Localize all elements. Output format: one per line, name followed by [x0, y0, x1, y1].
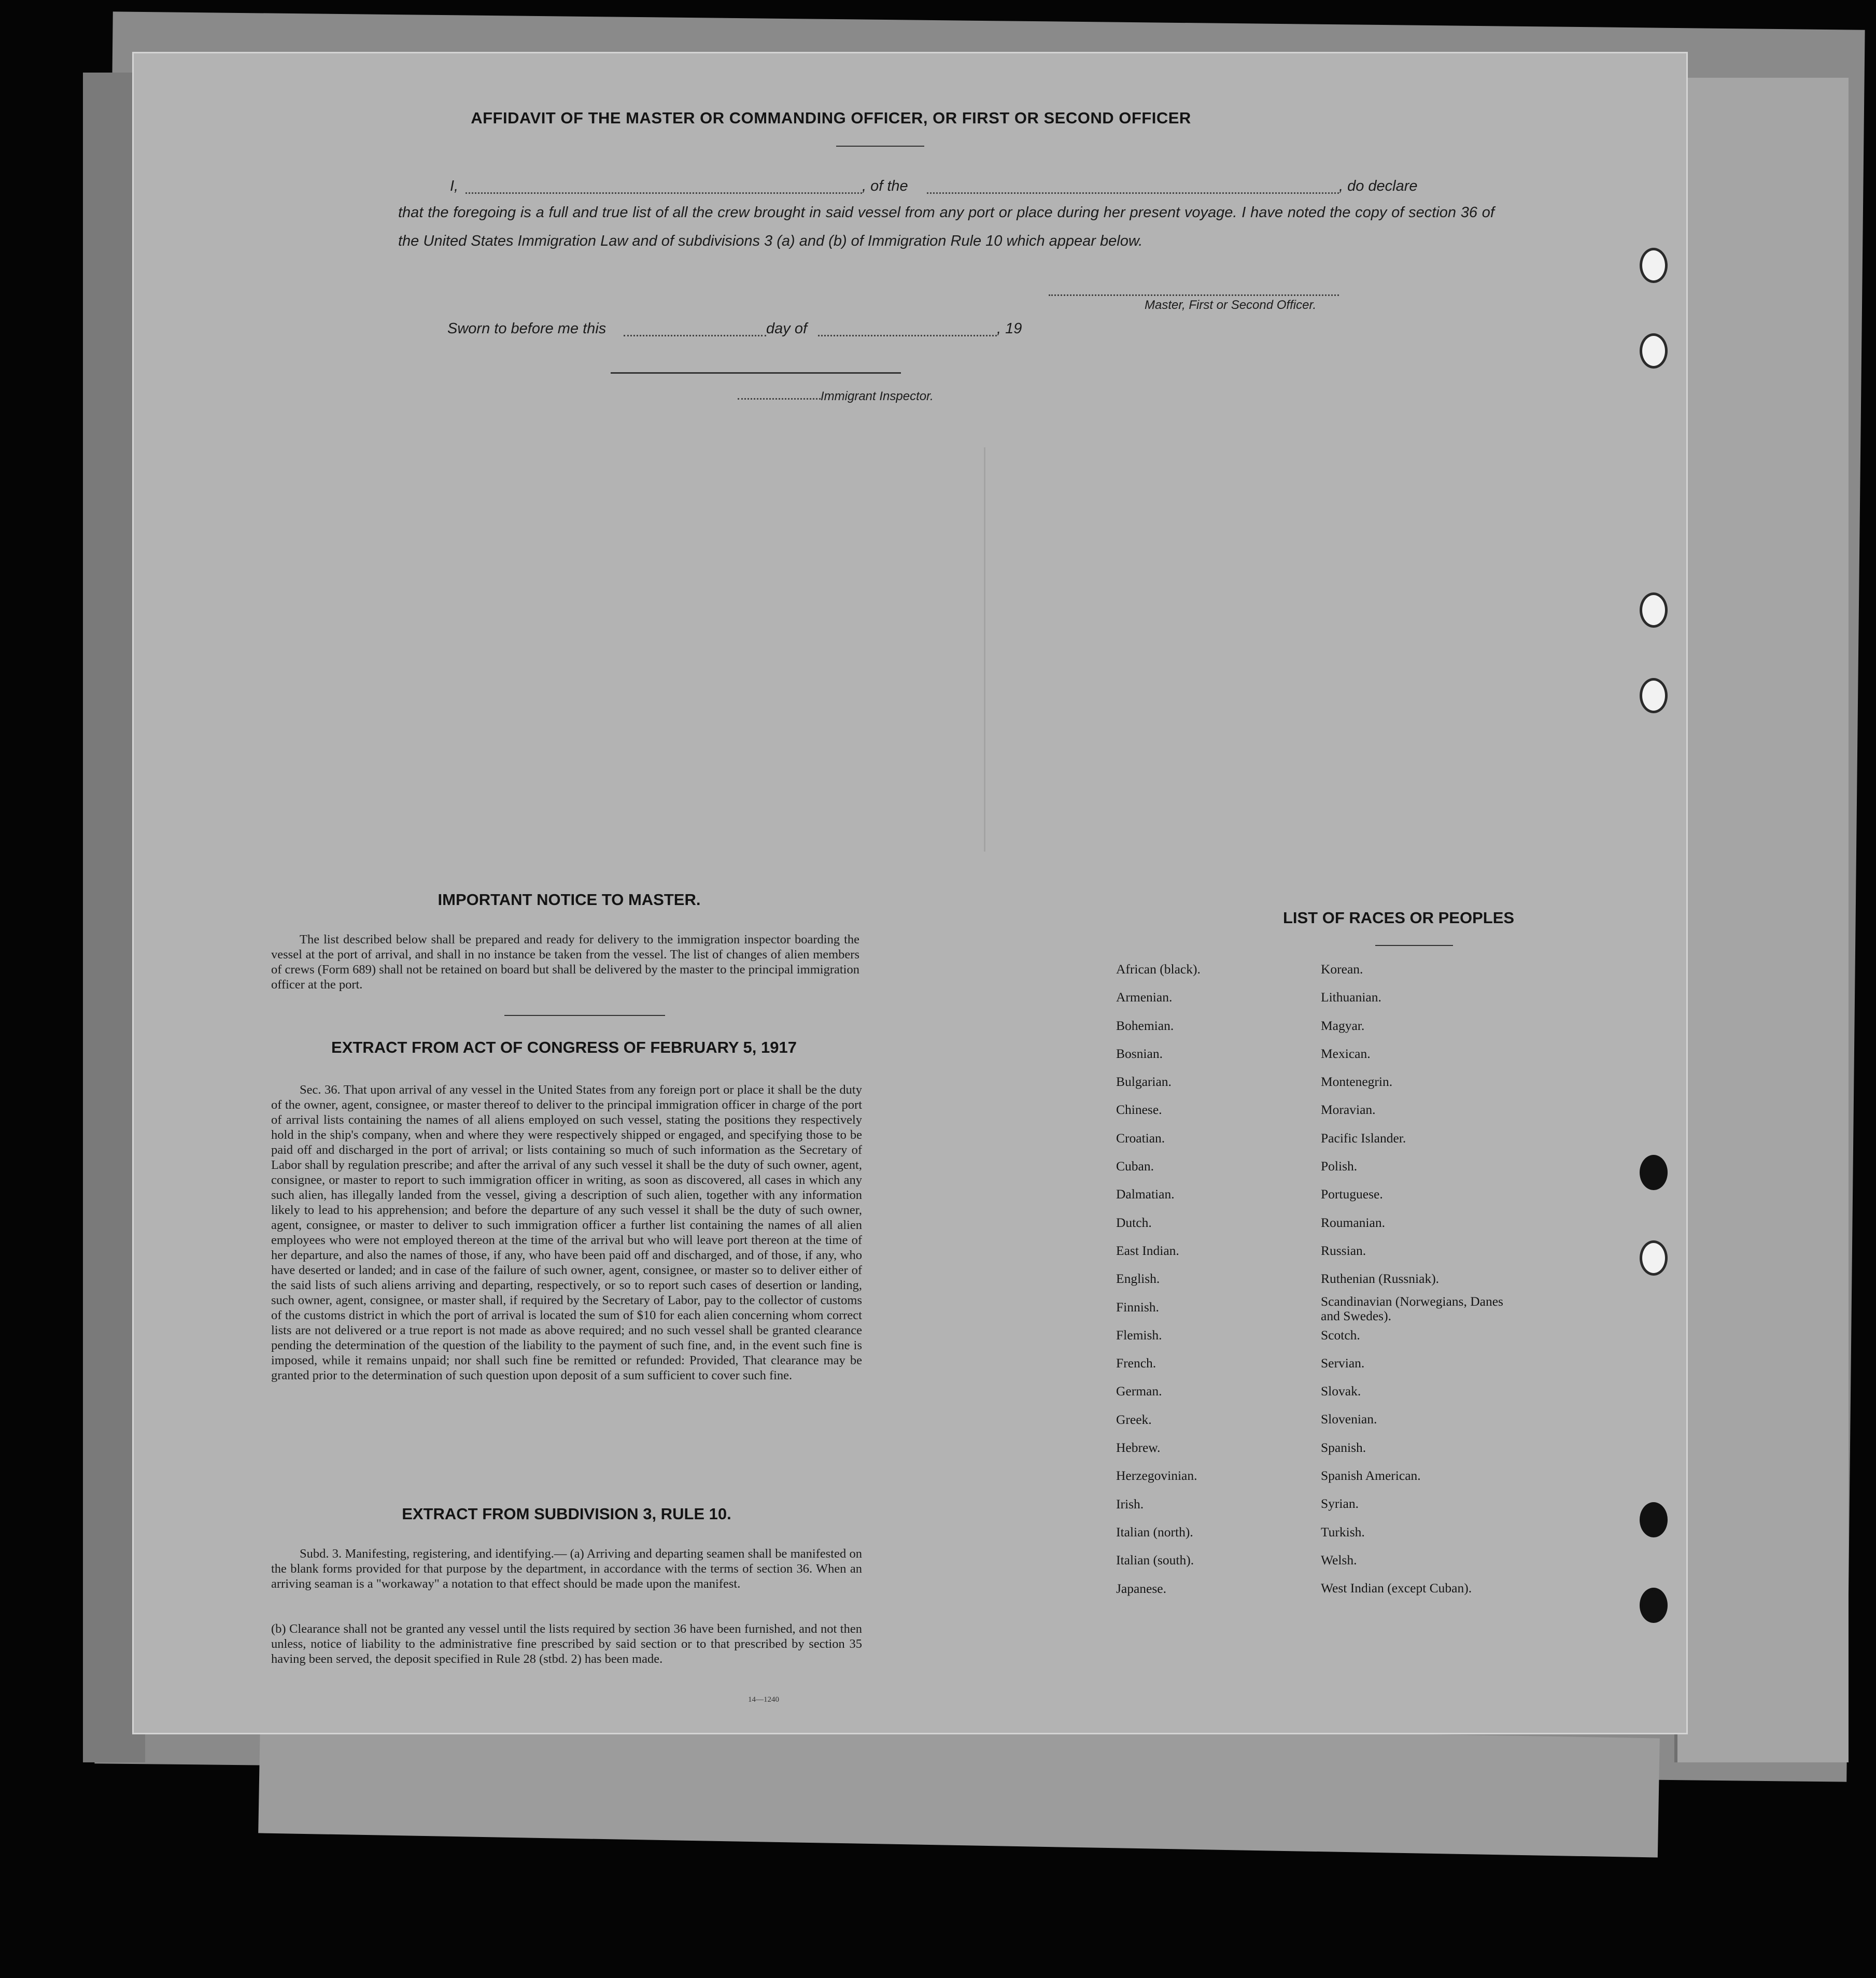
form-number: 14—1240: [748, 1696, 779, 1704]
race-item: Flemish.: [1116, 1327, 1162, 1343]
races-right-column: [1321, 955, 1518, 1603]
binder-hole: [1640, 1502, 1668, 1537]
race-item: Turkish.: [1321, 1524, 1365, 1539]
binder-hole: [1640, 1155, 1668, 1190]
race-item: Korean.: [1321, 962, 1363, 977]
affidavit-i-label: I,: [450, 178, 459, 194]
binder-hole: [1640, 678, 1668, 713]
affidavit-declare-label: , do declare: [1339, 178, 1418, 194]
race-item: Servian.: [1321, 1355, 1365, 1371]
race-item: Armenian.: [1116, 990, 1173, 1005]
race-item: Slovenian.: [1321, 1411, 1377, 1427]
race-item: Italian (north).: [1116, 1524, 1193, 1539]
master-signature-field[interactable]: [1049, 294, 1339, 296]
race-item: Bulgarian.: [1116, 1074, 1172, 1090]
race-item: Dutch.: [1116, 1214, 1152, 1230]
affidavit-title: AFFIDAVIT OF THE MASTER OR COMMANDING OFFICER, OR FIRST OR SECOND OFFICER: [471, 109, 1191, 127]
sworn-day-field[interactable]: [624, 335, 766, 336]
race-item: Moravian.: [1321, 1102, 1376, 1118]
race-item: West Indian (except Cuban).: [1321, 1580, 1472, 1596]
binder-hole: [1640, 1240, 1668, 1276]
inspector-label: Immigrant Inspector.: [821, 389, 934, 403]
race-item: Ruthenian (Russniak).: [1321, 1271, 1440, 1287]
race-item: French.: [1116, 1355, 1156, 1371]
master-name-field[interactable]: [466, 192, 862, 194]
binder-hole: [1640, 1588, 1668, 1623]
binder-hole: [1640, 248, 1668, 283]
inspector-dotted-line: [738, 398, 821, 400]
race-item: Croatian.: [1116, 1130, 1165, 1146]
race-item: Montenegrin.: [1321, 1074, 1393, 1090]
title-underline: [836, 146, 924, 147]
notice-title: IMPORTANT NOTICE TO MASTER.: [438, 891, 701, 909]
inspector-signature-line[interactable]: [611, 372, 901, 374]
race-item: Roumanian.: [1321, 1214, 1385, 1230]
race-item: Herzegovinian.: [1116, 1468, 1197, 1484]
race-item: English.: [1116, 1271, 1160, 1287]
race-item: Japanese.: [1116, 1580, 1166, 1596]
year-label: , 19: [997, 320, 1022, 337]
document-page: [132, 52, 1688, 1734]
extract-rule-subd-a: Subd. 3. Manifesting, registering, and identifying.— (a) Arriving and departing seamen shall be manifested on the blank forms provided for that purpose by the department, in accordance with the terms of section 36. When an arriving seaman is a "workaway" a notation to that effect should be made upon the manifest.: [271, 1547, 862, 1591]
races-title-underline: [1375, 945, 1453, 946]
race-item: Finnish.: [1116, 1299, 1159, 1315]
races-left-column: [1116, 955, 1201, 1603]
race-item: Welsh.: [1321, 1552, 1357, 1567]
race-item: Spanish.: [1321, 1439, 1366, 1455]
race-item: Portuguese.: [1321, 1186, 1383, 1202]
race-item: Pacific Islander.: [1321, 1130, 1406, 1146]
affidavit-of-the-label: , of the: [862, 178, 908, 194]
race-item: Irish.: [1116, 1496, 1144, 1511]
race-item: Slovak.: [1321, 1383, 1361, 1399]
extract-act-title: EXTRACT FROM ACT OF CONGRESS OF FEBRUARY 5, 1917: [331, 1038, 797, 1056]
race-item: Lithuanian.: [1321, 990, 1381, 1005]
race-item: Bosnian.: [1116, 1045, 1163, 1061]
underlying-sheet-right: [1674, 78, 1849, 1762]
race-item: East Indian.: [1116, 1242, 1179, 1258]
master-signature-label: Master, First or Second Officer.: [1145, 298, 1317, 312]
race-item: Greek.: [1116, 1411, 1152, 1427]
race-item: Polish.: [1321, 1158, 1358, 1174]
race-item: Hebrew.: [1116, 1440, 1161, 1456]
race-item: African (black).: [1116, 962, 1201, 977]
extract-act-body: Sec. 36. That upon arrival of any vessel in the United States from any foreign port or place it shall be the duty of the owner, agent, consignee, or master thereof to deliver to the principal immigration officer in charge of the port of arrival lists containing the names of all aliens employed on such vessel, stating the positions they respectively hold in the ship's company, when and where they were respectively shipped or engaged, and specifying those to be paid off and discharged in the port of arrival; or lists containing so much of such information as the Secretary of Labor shall by regulation prescribe; and after the arrival of any such vessel it shall be the duty of such owner, agent, consignee, or master to report to such immigration officer in writing, as soon as discovered, all cases in which any such alien, has illegally landed from the vessel, giving a description of such alien, together with any information likely to lead to his apprehension; and before the departure of any such vessel it shall be the duty of such owner, agent, consignee, or master to deliver to such immigration officer a further list containing the names of all alien employees who were not employed thereon at the time of the arrival but who will leave port thereon at the time of her departure, and also the names of those, if any, who have been paid off and discharged, and of those, if any, who have deserted or landed; and in case of the failure of such owner, agent, consignee, or master so to deliver either of the said lists of such aliens arriving and departing, respectively, or so to report such cases of desertion or landing, such owner, agent, consignee, or master shall, if required by the Secretary of Labor, pay to the collector of customs of the customs district in which the port of arrival is located the sum of $10 for each alien concerning whom correct lists are not delivered or a true report is not made as above required; and no such vessel shall be granted clearance pending the determination of the question of the liability to the payment of such fine, and, in the event such fine is imposed, while it remains unpaid; nor shall such fine be remitted or refunded: Provided, That clearance may be granted prior to the determination of such question upon deposit of a sum sufficient to cover such fine.: [271, 1083, 862, 1382]
notice-body: The list described below shall be prepared and ready for delivery to the immigration inspector boarding the vessel at the port of arrival, and shall in no instance be taken from the vessel. The list of changes of alien members of crews (Form 689) shall not be retained on board but shall be delivered by the master to the principal immigration officer at the port.: [271, 933, 859, 992]
vessel-name-field[interactable]: [927, 192, 1339, 194]
page-fold: [984, 447, 985, 852]
race-item: Mexican.: [1321, 1045, 1371, 1061]
race-item: Italian (south).: [1116, 1552, 1194, 1568]
underlying-sheet-bottom: [258, 1714, 1660, 1857]
race-item: German.: [1116, 1383, 1162, 1399]
race-item: Scotch.: [1321, 1327, 1360, 1343]
extract-rule-title: EXTRACT FROM SUBDIVISION 3, RULE 10.: [402, 1505, 731, 1523]
race-item: Bohemian.: [1116, 1018, 1174, 1033]
extract-rule-subd-b: (b) Clearance shall not be granted any vessel until the lists required by section 36 have been furnished, and not then unless, notice of liability to the administrative fine prescribed by said section or to that prescribed by section 35 having been served, the deposit specified in Rule 28 (stbd. 2) has been made.: [271, 1622, 862, 1666]
race-item: Syrian.: [1321, 1496, 1359, 1511]
race-item: Cuban.: [1116, 1158, 1154, 1174]
affidavit-body: that the foregoing is a full and true list of all the crew brought in said vessel from any port or place during her present voyage. I have noted the copy of section 36 of the United States Immigration Law and of subdivisions 3 (a) and (b) of Immigration Rule 10 which appear below.: [398, 204, 1494, 249]
binder-hole: [1640, 592, 1668, 628]
race-item: Dalmatian.: [1116, 1186, 1175, 1202]
sworn-month-field[interactable]: [818, 335, 997, 336]
races-title: LIST OF RACES OR PEOPLES: [1282, 909, 1515, 927]
binder-hole: [1640, 333, 1668, 369]
notice-divider: [504, 1015, 665, 1016]
race-item: Chinese.: [1116, 1102, 1162, 1118]
race-item: Magyar.: [1321, 1018, 1365, 1033]
race-item: Russian.: [1321, 1242, 1366, 1258]
race-item: Spanish American.: [1321, 1468, 1421, 1484]
sworn-label: Sworn to before me this: [447, 320, 606, 337]
day-of-label: day of: [766, 320, 807, 337]
race-item: Scandinavian (Norwegians, Danes and Swedes).: [1321, 1293, 1503, 1323]
